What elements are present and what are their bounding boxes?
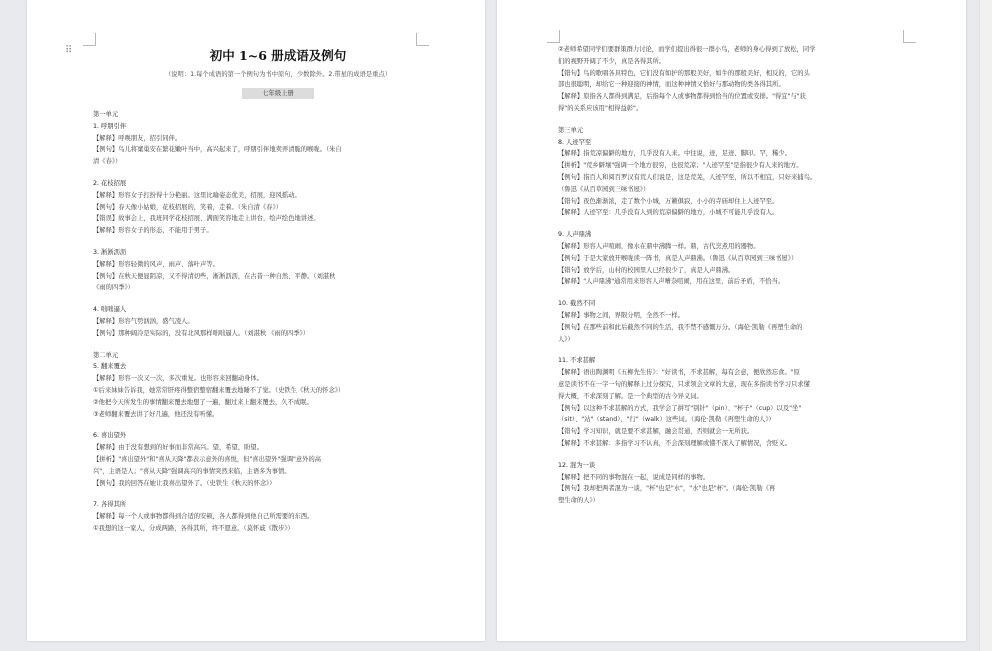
section-heading: 11. 不求甚解	[558, 357, 596, 365]
text-line: 【解释】原指各人都得到满足，后指每个人或事物都得到恰当的位置或安排。"得宜"与"获	[558, 93, 806, 101]
text-line: 【例句】在秋天便显阴凉，又不得清切些，淅淅沥沥，在古昔一种自然、平静。（刘湛秋	[93, 272, 336, 280]
text-line: 【解释】形容轻微的风声、雨声、落叶声等。	[93, 260, 219, 268]
section-heading: 6. 喜出望外	[93, 432, 127, 440]
text-body-left	[93, 109, 463, 535]
text-line: 《雨的四季》）	[93, 284, 134, 292]
text-line: 【解释】人迹罕至：几乎没有人到的荒凉偏僻的地方，小城不可能几乎没有人。	[558, 209, 779, 217]
text-line: 【错句】鸟的歌唱各具特色，它们没有如护的那般美好，如牛的那般美好，相反的，它的头	[558, 69, 810, 77]
text-line: 【解释】指荒凉偏僻的地方，几乎没有人来。中往说，迹，足迹、脚印。罕，稀少。	[558, 150, 791, 158]
text-line: 【解释】语出陶渊明《五柳先生传》："好读书，不求甚解，每有会意，便欣然忘食。"原	[558, 369, 800, 377]
text-line: ③老师翻来覆去讲了好几遍，他还没有听懂。	[93, 410, 219, 418]
text-line: 【解释】形容一次又一次，多次重复。也形容来回翻动身体。	[93, 375, 264, 383]
text-line: 【例句】鸟儿将窠巢安在繁花嫩叶当中，高兴起来了，呼朋引伴地卖弄清脆的喉咙。（朱自	[93, 146, 342, 154]
text-line: 【解释】形容女子的形态，不能用于男子。	[93, 227, 213, 235]
text-line: 清《春》）	[93, 158, 122, 166]
text-line: 【解释】形容女子打扮得十分艳丽。这里比喻姿态优美，招展，迎风摇动。	[93, 191, 301, 199]
section-heading: 12. 混为一谈	[558, 461, 596, 469]
paragraph-gap	[93, 489, 463, 499]
document-page-right	[497, 0, 966, 641]
document-title: 初中 1~6 册成语及例句	[209, 48, 347, 63]
page-content	[558, 44, 943, 507]
text-line: 【例句】我却把两者混为一谈，"杯"也是"水"，"水"也是"杯"。（海伦·凯勒《再	[558, 485, 776, 493]
text-line: 【错句】夜色渐渐浓，走了数个小城，万籁俱寂，小小的寺庙却住上人迹罕至。	[558, 197, 779, 205]
section-heading: 1. 呼朋引伴	[93, 122, 127, 130]
paragraph-gap	[558, 219, 943, 229]
section-heading: 4. 咄咄逼人	[93, 306, 127, 314]
text-line: ②他把今天所发生的事情翻来覆去地想了一遍，翻过来上翻来覆去，久不成眠。	[93, 398, 313, 406]
text-line: （sit）、"站"（stand）、"行"（walk）这些词。（海伦·凯勒《再塑生命的人》）	[558, 416, 775, 424]
text-line: 【解释】不求甚解：多指学习不认真，不会深刻理解或懂不深入了解情况，含贬义。	[558, 439, 791, 447]
text-body-right	[558, 44, 943, 507]
text-line: 【例句】于是大家放开喉咙读一阵书，真是人声鼎沸。（鲁迅《从百草园到三味书屋》）	[558, 254, 798, 262]
section-heading: 第一单元	[93, 111, 119, 118]
text-line: 【解释】形容人声喧闹，像水在鼎中沸腾一样。鼎，古代烹煮用的器物。	[558, 242, 760, 250]
text-line: 【例句】指百人和阅百罗汉有荒人们说是，这是荒芜，人迹罕至，所以不相宜，只好来捕鸟。	[558, 173, 817, 181]
text-line: 【拼析】"荒乡僻壤"强调一个地方很穷，也很荒凉；"人迹罕至"是指很少有人来的地方。	[558, 162, 803, 170]
text-line: 意是读书不在一字一句的解释上过分探究，只求领会文章的大意，现在多指读书学习只求懂	[558, 380, 810, 388]
paragraph-gap	[93, 294, 463, 304]
text-line: ②老师希望同学们要群策群力讨论，而学们提出得很一群小鸟，老师的身心得到了放松，同学	[558, 46, 816, 53]
crop-mark	[547, 30, 560, 43]
text-line: 们的视野开阔了不少，真是各得其所。	[558, 57, 666, 65]
section-heading: 7. 各得其所	[93, 501, 127, 509]
vertical-scrollbar[interactable]	[979, 0, 992, 651]
text-line: 【解释】由于没有想到的好事而非常高兴。望，希望，盼望。	[93, 444, 264, 452]
text-line: 【解释】呼唤朋友，招引同伴。	[93, 134, 182, 142]
drag-handle-icon[interactable]: ⠿	[65, 45, 74, 56]
paragraph-gap	[558, 115, 943, 125]
text-line: 【解释】"人声鼎沸"通常用来形容人声嘈杂喧闹，用在这里，前后矛盾，不恰当。	[558, 278, 785, 286]
text-line: 【例句】春天像小姑娘，花枝招展的，笑着，走着。（朱自清《春》）	[93, 203, 282, 211]
crop-mark	[903, 30, 916, 43]
section-heading: 10. 截然不同	[558, 300, 596, 308]
section-heading: 3. 淅淅沥沥	[93, 248, 127, 256]
section-heading: 9. 人声鼎沸	[558, 231, 592, 239]
text-line: ①后来妹妹告诉我，她常常肝疼得整宿整宿翻来覆去地睡不了觉。（史铁生《秋天的怀念》）	[93, 386, 345, 394]
text-line: ①我想的这一家人，分成两路，各得其所，终不愿意。（莫怀戚《散步》）	[93, 524, 294, 532]
text-line: 【错误】故事会上，我班同学花枝招展、满面笑容地走上讲台，绘声绘色地讲述。	[93, 215, 320, 223]
text-line: 人》）	[558, 335, 574, 343]
paragraph-gap	[93, 420, 463, 430]
text-line: 【解释】把不同的事物混在一起，说成是同样的事物。	[558, 473, 710, 481]
paragraph-gap	[93, 237, 463, 247]
text-line: 【例句】以这种不求甚解的方式，我学会了拼写"别针"（pin）、"杯子"（cup）以及"坐"	[558, 404, 802, 412]
text-line: 部也很聪明，却给它一种迎接的神情，而这种神情又恰好与那动物的类各得其所。	[558, 81, 785, 89]
paragraph-gap	[93, 168, 463, 178]
text-line: 【例句】那种阔冷是实际的，没有北风那样咄咄逼人。（刘湛秋 《雨的四季》）	[93, 329, 310, 337]
page-content	[93, 48, 463, 535]
text-line: 【解释】事物之间，界限分明，全然不一样。	[558, 311, 684, 319]
section-heading: 5. 翻来覆去	[93, 363, 127, 371]
section-heading: 第二单元	[93, 351, 119, 359]
text-line: 得"的关系应该用"相得益彰"。	[558, 104, 643, 112]
paragraph-gap	[558, 345, 943, 355]
paragraph-gap	[558, 450, 943, 460]
section-heading: 2. 花枝招展	[93, 179, 127, 187]
paragraph-gap	[93, 340, 463, 350]
crop-mark	[416, 33, 429, 46]
text-line: 【拼析】"喜出望外"和"喜从天降"都表示意外的喜悦，但"喜出望外"强调"意外的高	[93, 455, 322, 463]
crop-mark	[83, 33, 96, 46]
text-line: 【例句】我的回答在她让我喜出望外了。（史铁生《秋天的怀念》）	[93, 479, 276, 487]
text-line: 【解释】每一个人或事物都得到合适的安顿，各人都得到他自己所需要的东西。	[93, 513, 314, 521]
section-heading: 8. 人迹罕至	[558, 138, 592, 146]
text-line: 得大概，不求深刻了解。是一个典型的古今异义词。	[558, 392, 703, 400]
paragraph-gap	[558, 288, 943, 298]
text-line: 塑生命的人》）	[558, 497, 599, 505]
section-heading: 第三单元	[558, 126, 584, 134]
document-page-left	[27, 0, 485, 641]
text-line: （鲁迅《从百草园到三味书屋》）	[558, 185, 650, 193]
grade-label: 七年级上册	[242, 88, 313, 99]
document-note: （说明：1.每个成语的第一个例句为书中原句，少数除外。2.带星的成语是重点）	[164, 71, 392, 78]
text-line: 【解释】形容气势汹汹，盛气凌人。	[93, 317, 194, 325]
text-line: 兴"，主语是人；"喜从天降"强调高兴的事情突然来临，主语多为事情。	[93, 467, 291, 475]
text-line: 【错句】学习知识，就是要不求甚解，融会贯通，否则就会一无所获。	[558, 428, 754, 436]
text-line: 【错句】放学后，山村的校园里人已经很少了，真是人声鼎沸。	[558, 266, 735, 274]
text-line: 【例句】在那些前和此后截然不同的生活，我不禁不感慨万分。（海伦·凯勒《再塑生命的	[558, 323, 803, 331]
